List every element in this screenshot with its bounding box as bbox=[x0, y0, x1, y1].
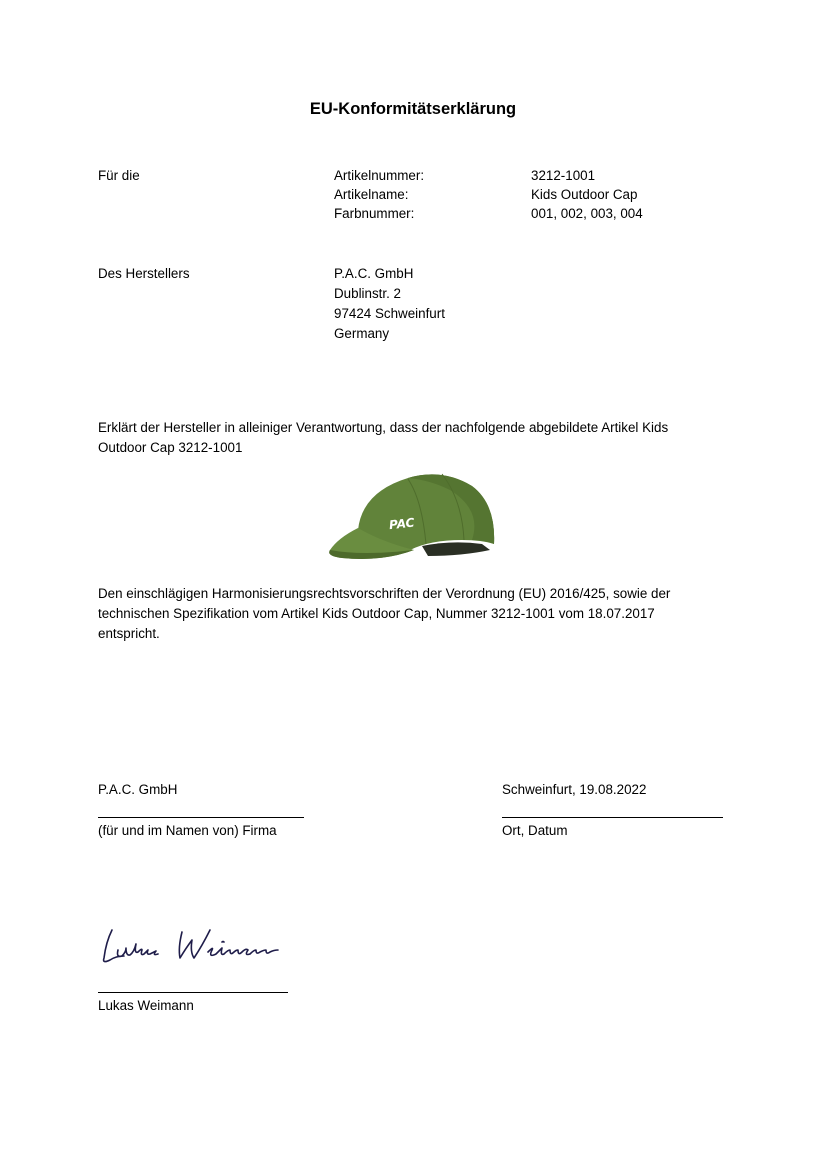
article-name-key: Artikelname: bbox=[334, 187, 409, 202]
article-number-key: Artikelnummer: bbox=[334, 168, 425, 183]
document-title: EU-Konformitätserklärung bbox=[309, 100, 517, 118]
product-label: Für die bbox=[98, 168, 140, 183]
manufacturer-street: Dublinstr. 2 bbox=[334, 286, 401, 301]
declaration-paragraph: Erklärt der Hersteller in alleiniger Verantwortung, dass der nachfolgende abgebildete Artikel Kids Outdoor Cap 3212-1001 bbox=[98, 420, 669, 455]
article-number-value: 3212-1001 bbox=[531, 168, 596, 183]
color-number-value: 001, 002, 003, 004 bbox=[531, 206, 643, 221]
place-date-value: Schweinfurt, 19.08.2022 bbox=[502, 782, 647, 797]
place-date-caption: Ort, Datum bbox=[502, 823, 568, 838]
signer-signature-line bbox=[98, 992, 288, 993]
manufacturer-city: 97424 Schweinfurt bbox=[334, 306, 445, 321]
manufacturer-country: Germany bbox=[334, 326, 390, 341]
conformity-paragraph: Den einschlägigen Harmonisierungsrechtsvorschriften der Verordnung (EU) 2016/425, sowie der technischen Spezifikation vom Artikel Kids Outdoor Cap, Nummer 3212-1001 vom 18.07.2017 entspricht. bbox=[98, 586, 671, 641]
company-signature-line bbox=[98, 817, 304, 818]
company-value: P.A.C. GmbH bbox=[98, 782, 178, 797]
cap-logo-text: PAC bbox=[388, 515, 416, 533]
product-cap-image bbox=[322, 470, 500, 570]
manufacturer-label: Des Herstellers bbox=[98, 266, 190, 281]
color-number-key: Farbnummer: bbox=[334, 206, 415, 221]
place-date-line bbox=[502, 817, 723, 818]
company-caption: (für und im Namen von) Firma bbox=[98, 823, 277, 838]
handwritten-signature bbox=[96, 922, 286, 972]
signer-name: Lukas Weimann bbox=[98, 998, 194, 1013]
article-name-value: Kids Outdoor Cap bbox=[531, 187, 638, 202]
manufacturer-name: P.A.C. GmbH bbox=[334, 266, 414, 281]
